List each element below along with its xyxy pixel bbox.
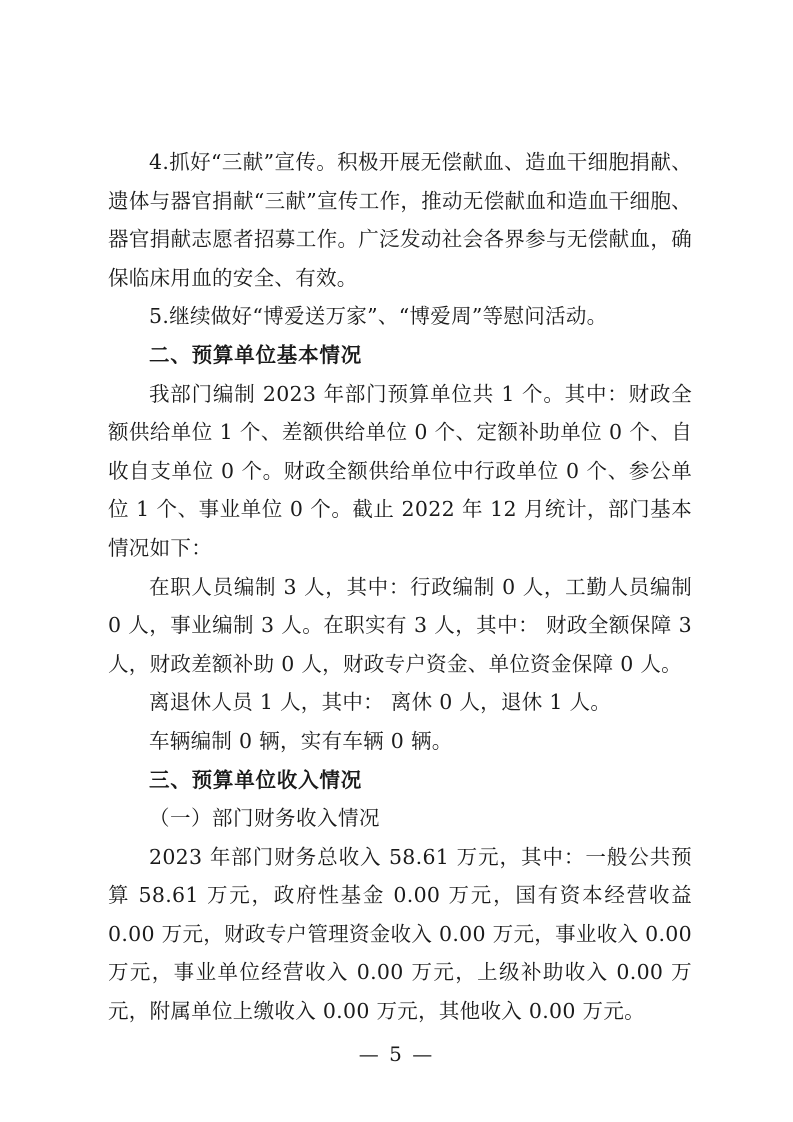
paragraph-vehicles: 车辆编制 0 辆，实有车辆 0 辆。: [149, 728, 453, 753]
paragraph-sanxian-publicity: 4.抓好“三献”宣传。积极开展无偿献血、造血干细胞捐献、遗体与器官捐献“三献”宣传工作，推动无偿献血和造血干细胞、器官捐献志愿者招募工作。广泛发动社会各界参与无偿献血，确保临床用血的安全、有效。: [108, 150, 692, 290]
subsection-heading-financial-income: （一）部门财务收入情况: [149, 806, 380, 831]
paragraph-unit-composition: 我部门编制 2023 年部门预算单位共 1 个。其中：财政全额供给单位 1 个、差额供给单位 0 个、定额补助单位 0 个、自收自支单位 0 个。财政全额供给单位中行政单位 0 个、参公单位 1 个、事业单位 0 个。截止 2022 年 12 月统计，部门基本情况如下：: [108, 381, 692, 560]
paragraph-staff-quota: 在职人员编制 3 人，其中：行政编制 0 人，工勤人员编制 0 人，事业编制 3 人。在职实有 3 人，其中： 财政全额保障 3 人，财政差额补助 0 人，财政专户资金、单位资金保障 0 人。: [108, 574, 692, 676]
paragraph-condolence-activities: 5.继续做好“博爱送万家”、“博爱周”等慰问活动。: [149, 304, 608, 329]
section-heading-budget-units: 二、预算单位基本情况: [149, 342, 362, 367]
section-heading-income: 三、预算单位收入情况: [149, 767, 362, 792]
document-body: [108, 143, 692, 1031]
paragraph-retired-staff: 离退休人员 1 人，其中： 离休 0 人，退休 1 人。: [149, 690, 612, 715]
paragraph-total-income: 2023 年部门财务总收入 58.61 万元，其中：一般公共预算 58.61 万元，政府性基金 0.00 万元，国有资本经营收益 0.00 万元，财政专户管理资金收入 0.00 万元，事业收入 0.00 万元，事业单位经营收入 0.00 万元，上级补助收入 0.00 万元，附属单位上缴收入 0.00 万元，其他收入 0.00 万元。: [108, 844, 692, 1024]
page-number: — 5 —: [358, 1042, 435, 1066]
